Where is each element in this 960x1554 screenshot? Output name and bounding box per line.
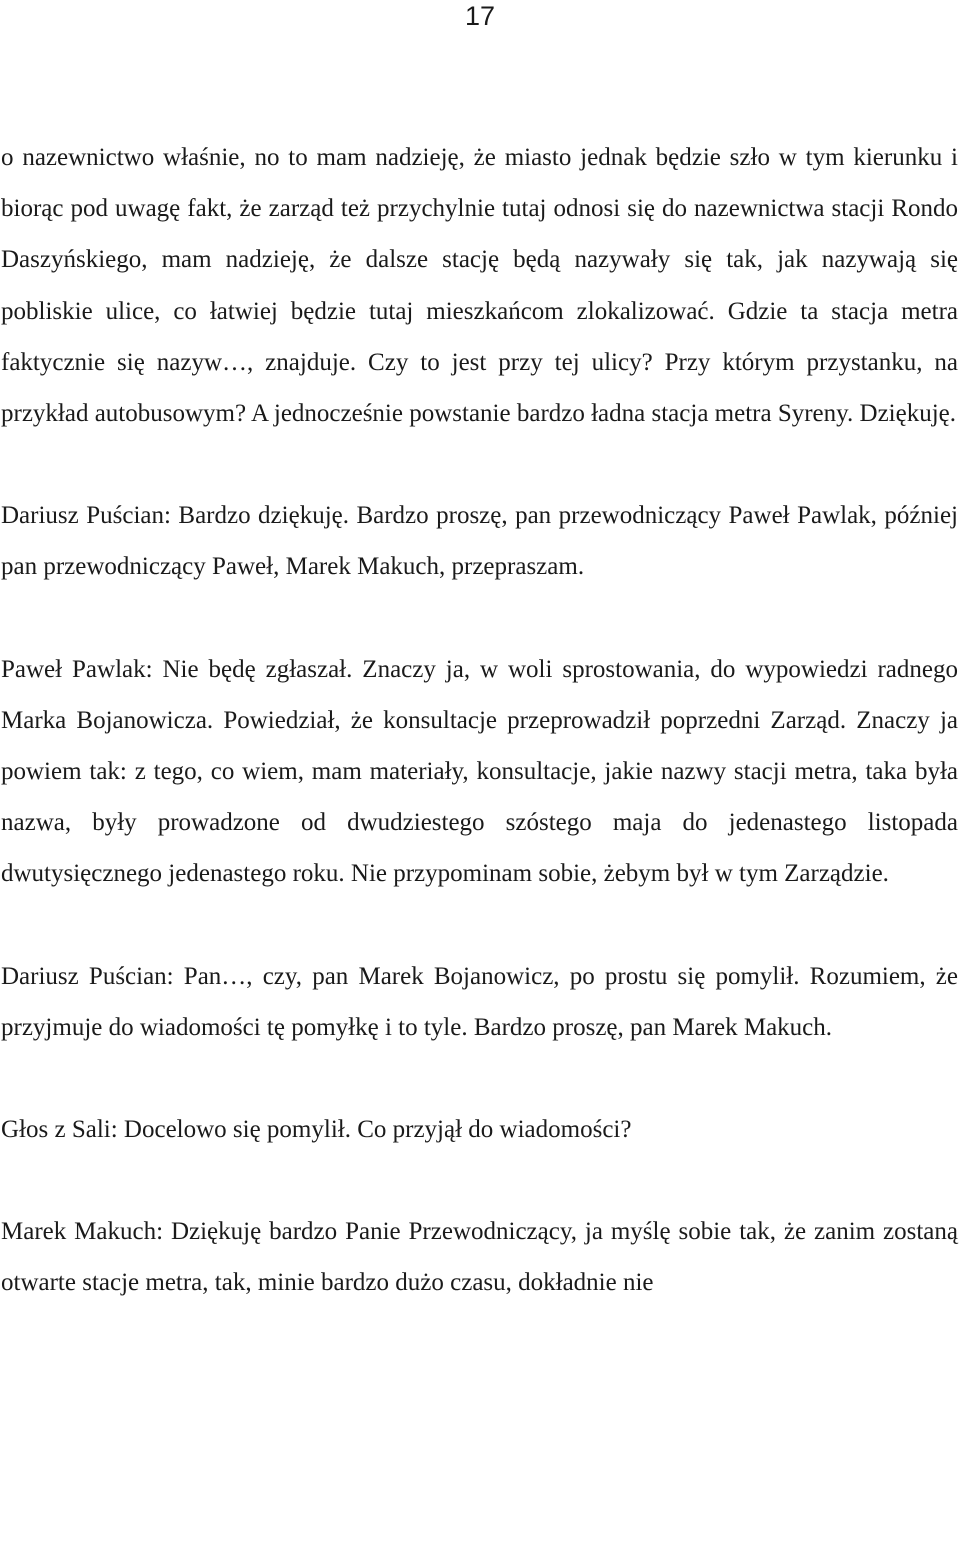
document-body (1, 132, 958, 1309)
paragraph-puscian-response: Dariusz Puścian: Pan…, czy, pan Marek Bojanowicz, po prostu się pomylił. Rozumiem, że przyjmuje do wiadomości tę pomyłkę i to tyle. Bardzo proszę, pan Marek Makuch. (1, 962, 958, 1041)
paragraph-pawlak-statement: Paweł Pawlak: Nie będę zgłaszał. Znaczy ja, w woli sprostowania, do wypowiedzi radnego Marka Bojanowicza. Powiedział, że konsultacje przeprowadził poprzedni Zarząd. Znaczy ja powiem tak: z tego, co wiem, mam materiały, konsultacje, jakie nazwy stacji metra, taka była nazwa, były prowadzone od dwudziestego szóstego maja do jedenastego listopada dwutysięcznego jedenastego roku. Nie przypominam sobie, żebym był w tym Zarządzie. (1, 655, 958, 888)
paragraph-continued-statement: o nazewnictwo właśnie, no to mam nadzieję, że miasto jednak będzie szło w tym kierunku i biorąc pod uwagę fakt, że zarząd też przychylnie tutaj odnosi się do nazewnictwa stacji Rondo Daszyńskiego, mam nadzieję, że dalsze stację będą nazywały się tak, jak nazywają się pobliskie ulice, co łatwiej będzie tutaj mieszkańcom zlokalizować. Gdzie ta stacja metra faktycznie się nazyw…, znajduje. Czy to jest przy tej ulicy? Przy którym przystanku, na przykład autobusowym? A jednocześnie powstanie bardzo ładna stacja metra Syreny. Dziękuję. (1, 144, 958, 428)
paragraph-voice-from-hall: Głos z Sali: Docelowo się pomylił. Co przyjął do wiadomości? (1, 1116, 632, 1144)
page-number: 17 (464, 1, 496, 31)
paragraph-puscian-reply: Dariusz Puścian: Bardzo dziękuję. Bardzo proszę, pan przewodniczący Paweł Pawlak, później pan przewodniczący Paweł, Marek Makuch, przepraszam. (1, 502, 958, 581)
paragraph-makuch-statement: Marek Makuch: Dziękuję bardzo Panie Przewodniczący, ja myślę sobie tak, że zanim zostaną otwarte stacje metra, tak, minie bardzo dużo czasu, dokładnie nie (1, 1218, 958, 1297)
